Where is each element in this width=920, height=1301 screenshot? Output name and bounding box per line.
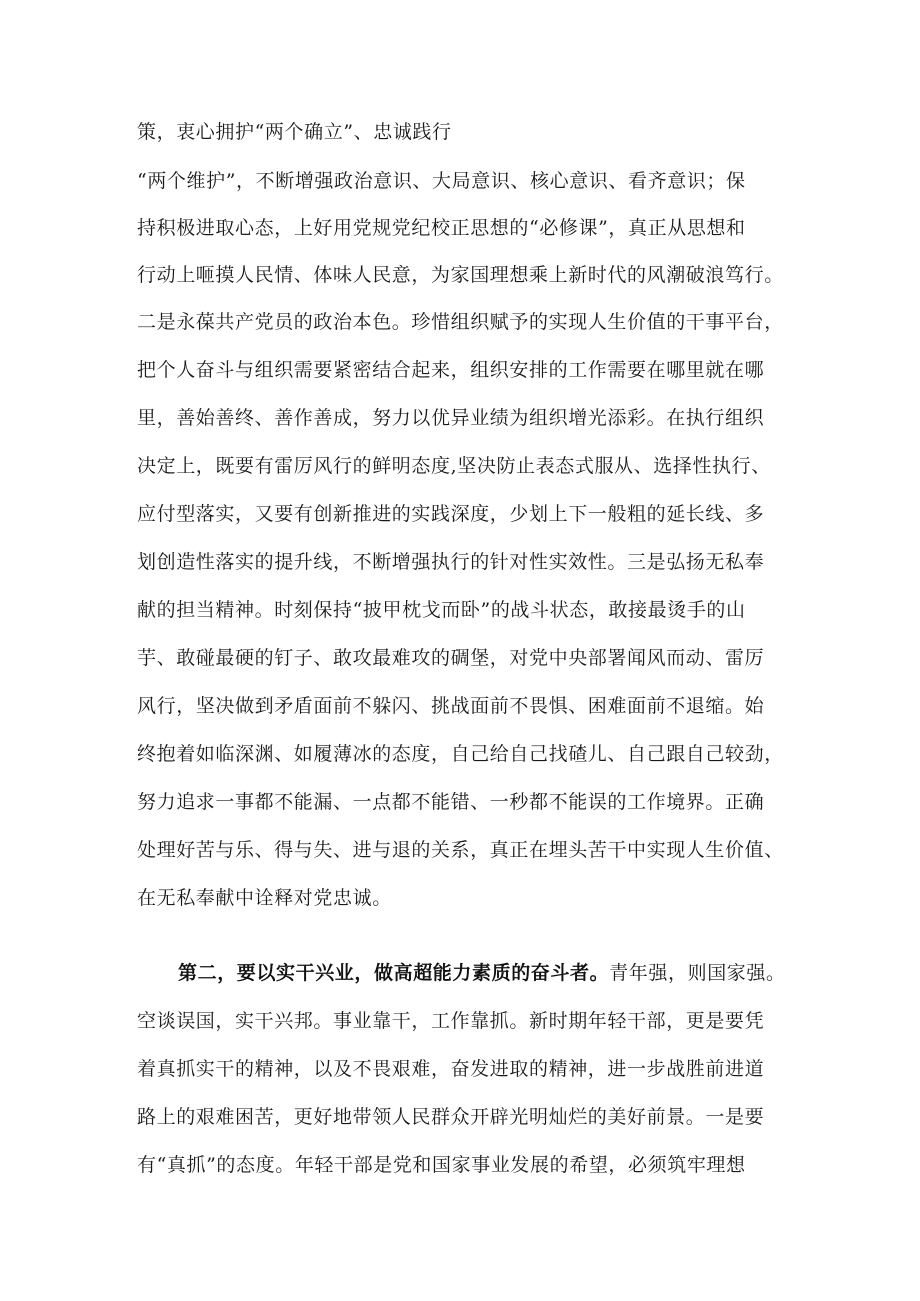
text-line: 划创造性落实的提升线，不断增强执行的针对性实效性。三是弘扬无私奉 [137,551,765,573]
text-line: “两个维护”，不断增强政治意识、大局意识、核心意识、看齐意识；保 [137,170,746,192]
text-line: 努力追求一事都不能漏、一点都不能错、一秒都不能误的工作境界。正确 [137,791,765,813]
text-line: 处理好苦与乐、得与失、进与退的关系，真正在埋头苦干中实现人生价值、 [137,839,784,861]
text-line: 有“真抓”的态度。年轻干部是党和国家事业发展的希望，必须筑牢理想 [137,1154,746,1176]
text-line: 终抱着如临深渊、如履薄冰的态度，自己给自己找碴儿、自己跟自己较劲， [137,743,784,765]
text-line: 着真抓实干的精神，以及不畏艰难，奋发进取的精神，进一步战胜前进道 [137,1058,765,1080]
text-line: 芋、敢碰最硬的钉子、敢攻最难攻的碉堡，对党中央部署闻风而动、雷厉 [137,647,765,669]
text-line: 把个人奋斗与组织需要紧密结合起来，组织安排的工作需要在哪里就在哪 [137,359,765,381]
text-line: 应付型落实，又要有创新推进的实践深度，少划上下一般粗的延长线、多 [137,503,765,525]
text-line: 在无私奉献中诠释对党忠诚。 [137,887,392,909]
text-line: 策，衷心拥护“两个确立”、忠诚践行 [137,121,452,143]
text-line: 献的担当精神。时刻保持“披甲枕戈而卧”的战斗状态，敢接最烫手的山 [137,599,746,621]
section-heading: 第二，要以实干兴业，做高超能力素质的奋斗者。 [178,962,610,984]
text-line: 里，善始善终、善作善成，努力以优异业绩为组织增光添彩。在执行组织 [137,407,765,429]
heading-continuation: 青年强，则国家强。 [609,962,786,984]
text-line: 二是永葆共产党员的政治本色。珍惜组织赋予的实现人生价值的干事平台， [137,311,784,333]
text-line: 风行，坚决做到矛盾面前不躲闪、挑战面前不畏惧、困难面前不退缩。始 [137,695,765,717]
paragraph-first-line [178,961,838,985]
text-line: 空谈误国，实干兴邦。事业靠干，工作靠抓。新时期年轻干部，更是要凭 [137,1010,765,1032]
text-line: 路上的艰难困苦，更好地带领人民群众开辟光明灿烂的美好前景。一是要 [137,1106,765,1128]
text-line: 行动上咂摸人民情、体味人民意，为家国理想乘上新时代的风潮破浪笃行。 [137,264,784,286]
text-line: 持积极进取心态，上好用党规党纪校正思想的“必修课”，真正从思想和 [137,217,746,239]
text-line: 决定上，既要有雷厉风行的鲜明态度,坚决防止表态式服从、选择性执行、 [137,455,771,477]
